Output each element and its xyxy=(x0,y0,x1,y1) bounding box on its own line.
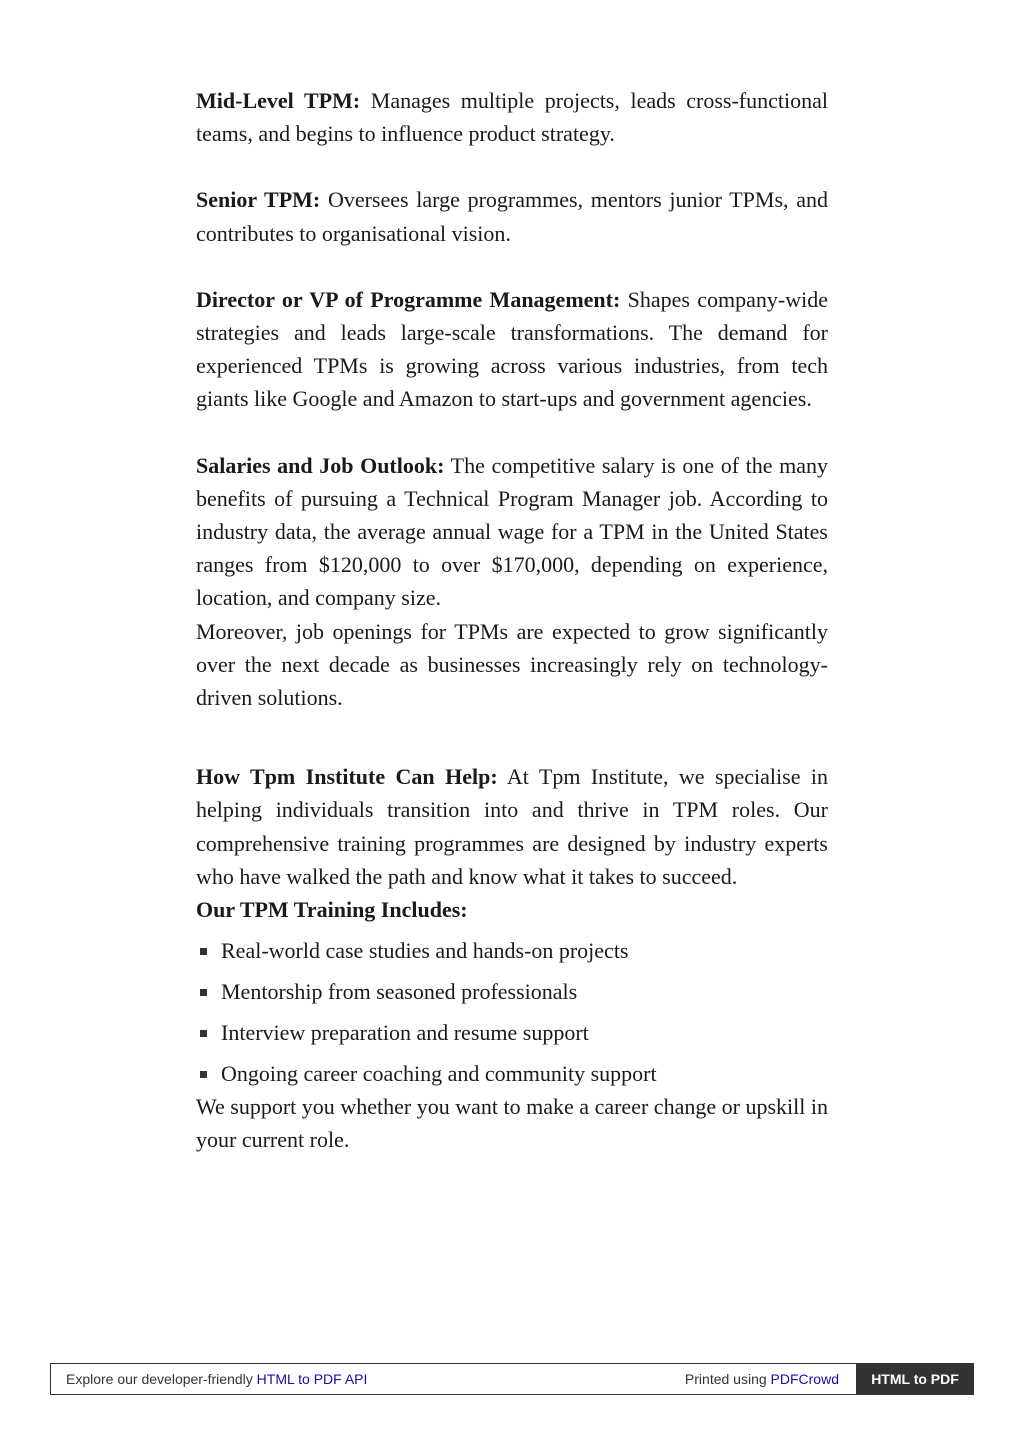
training-list xyxy=(196,934,828,1090)
html-to-pdf-api-link[interactable]: HTML to PDF API xyxy=(256,1371,368,1387)
document-body xyxy=(196,84,828,1157)
help-label: How Tpm Institute Can Help: xyxy=(196,764,498,790)
footer-explore-text xyxy=(66,1371,367,1387)
html-to-pdf-button[interactable]: HTML to PDF xyxy=(856,1363,974,1395)
pdfcrowd-link[interactable]: PDFCrowd xyxy=(770,1371,839,1387)
square-bullet-icon xyxy=(200,989,207,996)
salaries-paragraph xyxy=(196,449,828,615)
help-text: At Tpm Institute, we specialise in helping individuals transition into and thrive in TPM roles. Our comprehensive training programmes are designed by industry experts who have walked the path and know what it takes to succeed. xyxy=(196,764,829,889)
square-bullet-icon xyxy=(200,1030,207,1037)
job-outlook-paragraph: Moreover, job openings for TPMs are expected to grow significantly over the next decade as businesses increasingly rely on technology-driven solutions. xyxy=(196,618,828,711)
pdfcrowd-footer-bar xyxy=(50,1363,974,1395)
list-item-text: Interview preparation and resume support xyxy=(221,1020,589,1046)
list-item xyxy=(196,1016,828,1049)
footer-explore-label: Explore our developer-friendly xyxy=(66,1371,257,1387)
training-closing-paragraph: We support you whether you want to make a career change or upskill in your current role. xyxy=(196,1094,828,1153)
help-paragraph xyxy=(196,760,828,893)
mid-level-tpm-label: Mid-Level TPM: xyxy=(196,88,361,113)
footer-printed-text xyxy=(685,1371,839,1387)
director-text: Shapes company-wide strategies and leads large-scale transformations. The demand for experienced TPMs is growing across various industries, from tech giants like Google and Amazon to start-ups and government agencies. xyxy=(196,286,829,412)
director-paragraph xyxy=(196,283,828,416)
mid-level-tpm-paragraph xyxy=(196,84,828,150)
list-item xyxy=(196,1057,828,1090)
list-item-text: Mentorship from seasoned professionals xyxy=(221,979,578,1005)
training-heading: Our TPM Training Includes: xyxy=(196,897,468,923)
list-item xyxy=(196,934,828,967)
salaries-text: The competitive salary is one of the many benefits of pursuing a Technical Program Manager job. According to industry data, the average annual wage for a TPM in the United States ranges from $120,000 to over $170,000, depending on experience, location, and company size. xyxy=(196,452,828,611)
footer-printed-label: Printed using xyxy=(684,1371,771,1387)
director-label: Director or VP of Programme Management: xyxy=(196,286,621,312)
senior-tpm-text: Oversees large programmes, mentors junior TPMs, and contributes to organisational vision. xyxy=(196,187,828,246)
salaries-label: Salaries and Job Outlook: xyxy=(196,452,445,478)
list-item xyxy=(196,975,828,1008)
list-item-text: Ongoing career coaching and community support xyxy=(221,1061,657,1087)
senior-tpm-paragraph xyxy=(196,183,828,249)
mid-level-tpm-text: Manages multiple projects, leads cross-functional teams, and begins to influence product strategy. xyxy=(196,88,828,147)
square-bullet-icon xyxy=(200,948,207,955)
senior-tpm-label: Senior TPM: xyxy=(196,187,321,213)
list-item-text: Real-world case studies and hands-on projects xyxy=(221,938,629,964)
square-bullet-icon xyxy=(200,1071,207,1078)
